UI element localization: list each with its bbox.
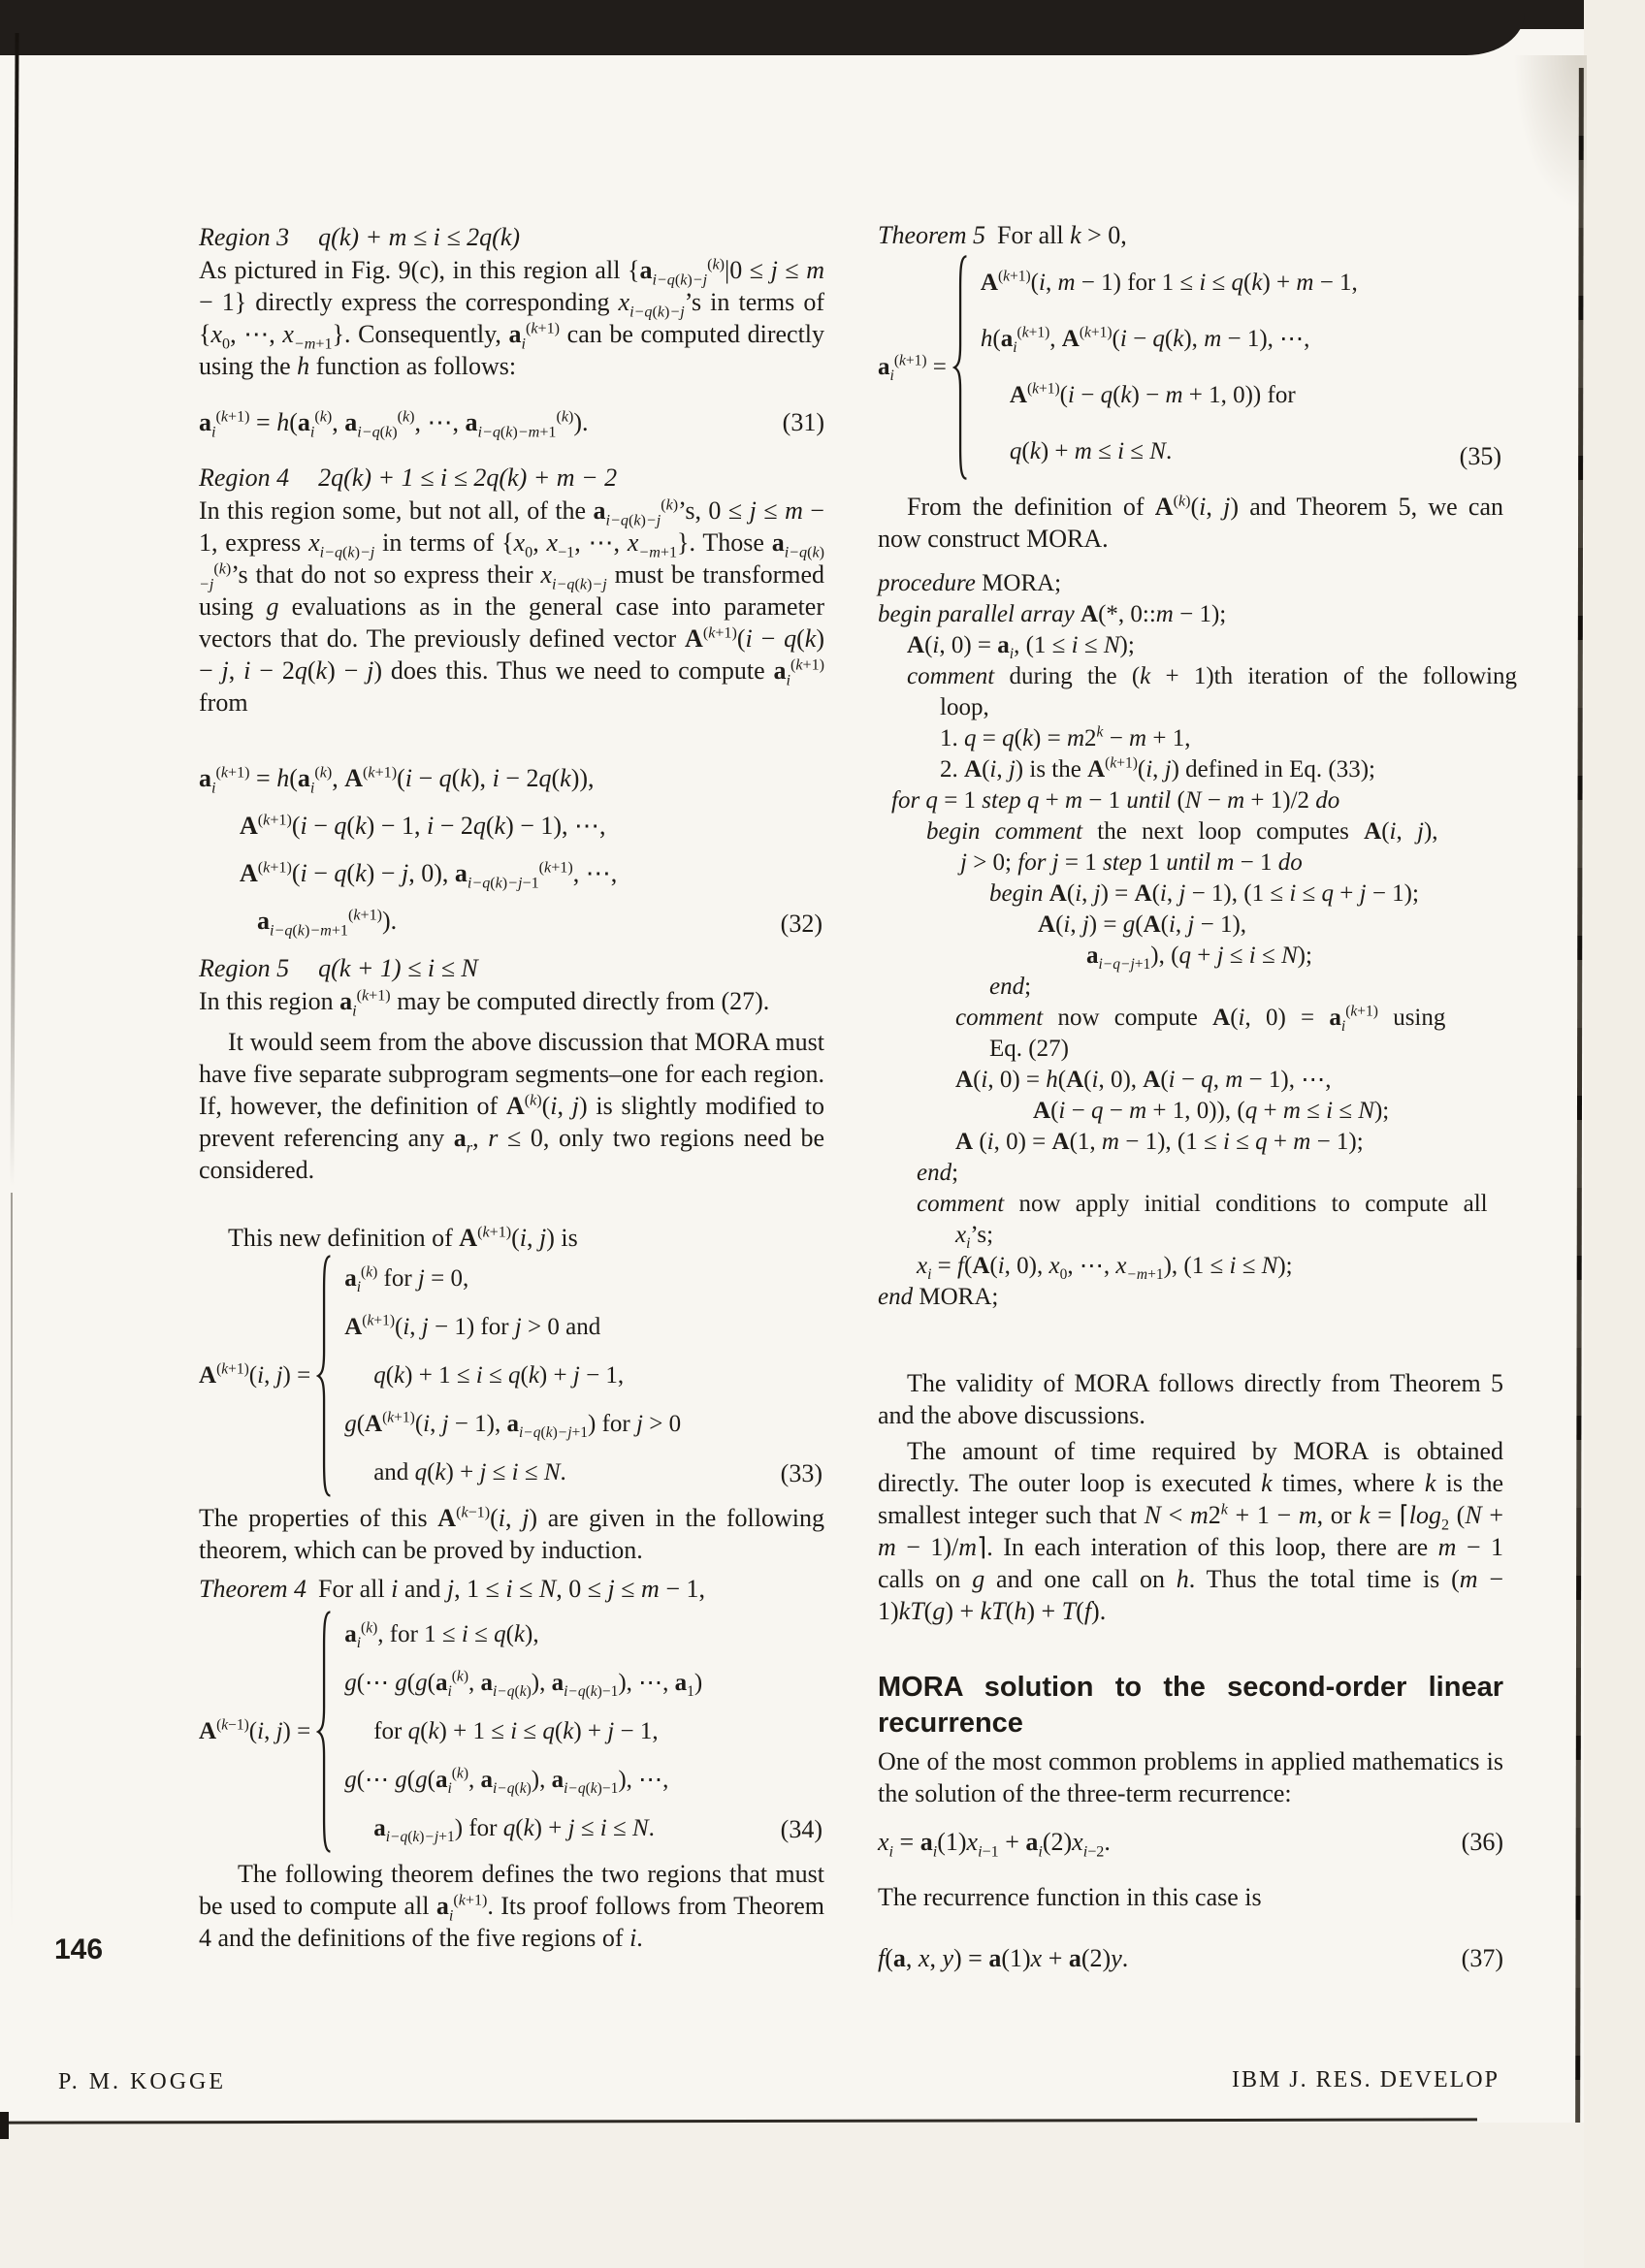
paragraph-following-theorem: The following theorem defines the two regions that must be used to compute all $a_i^{(k+1)}$. Its proof follows from Theorem 4 and the definitions of the five regions of i. <box>199 1860 825 1952</box>
footer-journal: IBM J. RES. DEVELOP <box>1231 2067 1500 2092</box>
binding-shadow-line-lower <box>11 1193 13 1930</box>
equation-32-line: $a_{i-q(k)-m+1}^{(k+1)}$). <box>257 907 398 940</box>
region-5-paragraph: In this region $a_i^{(k+1)}$ may be computed directly from (27). <box>199 987 770 1020</box>
region-3-paragraph: As pictured in Fig. 9(c), in this region all $\{a_{i-q(k)-j}^{(k)}|0 \le j \le m - 1\}$ directly express the corresponding $x_{i-q(k)-j}’s$ in terms of {$x_0$, ⋯, $x_{-m+1}$}. Consequently, $a_i^{(k+1)}$ can be computed directly using the h function as follows: <box>199 256 825 380</box>
page-number: 146 <box>54 1933 104 1965</box>
pseudocode-line: $a_{i-q-j+1}$), (q + j ≤ i ≤ N); <box>1086 942 1312 974</box>
pseudocode-line: end; <box>989 974 1032 1000</box>
theorem-4-heading <box>199 1573 824 1605</box>
equation-33-lhs: $A^{(k+1)}(i$, j) = <box>199 1360 311 1389</box>
section-heading-mora-second-order: MORA solution to the second-order linear recurrence <box>878 1672 1503 1739</box>
equation-37-formula: f(a, x, y) = a(1)x + a(2)y. <box>878 1944 1129 1972</box>
pseudocode-line: procedure MORA; <box>878 570 1062 596</box>
equation-34 <box>199 1610 824 1854</box>
pseudocode-line: comment now apply initial conditions to compute all <box>917 1191 1488 1217</box>
pseudocode-line: comment now compute A(i, $0) = a_i^{(k+1)}$ using <box>955 1003 1446 1036</box>
paragraph-new-definition: This new definition of $A^{(k+1)}(i$, j) is <box>228 1224 578 1252</box>
equation-33 <box>199 1254 824 1498</box>
equation-35 <box>878 254 1503 481</box>
paragraph-validity: The validity of MORA follows directly from Theorem 5 and the above discussions. <box>878 1369 1503 1429</box>
paragraph-recurrence-function: The recurrence function in this case is <box>878 1883 1262 1911</box>
pseudocode-line: $x_i = f(A(i$, 0), $x_0$, ⋯, $x_{-m+1}$), (1 ≤ i ≤ N); <box>917 1253 1293 1284</box>
equation-33-case: and q(k) + j ≤ i ≤ N. <box>373 1459 566 1485</box>
pseudocode-line: A(i − q − m + 1, 0)), (q + m ≤ i ≤ N); <box>1033 1098 1390 1124</box>
equation-33-case: $A^{(k+1)}(i$, j − 1) for j > 0 and <box>344 1312 601 1340</box>
equation-35-case: $A^{(k+1)}(i$, m − 1) for 1 ≤ i ≤ q(k) + m − 1, <box>980 268 1358 296</box>
theorem-5-statement: For all k > 0, <box>996 221 1127 249</box>
equation-33-case: $a_i^{(k)}$ for j = 0, <box>344 1263 469 1296</box>
pseudocode-line: comment during the (k + 1)th iteration of the following <box>907 663 1518 689</box>
theorem-4-label: Theorem 4 <box>199 1575 306 1603</box>
equation-36 <box>878 1821 1503 1864</box>
region-3-heading <box>199 221 824 253</box>
equation-35-lhs: $a_i^{(k+1)}$ = <box>878 352 947 385</box>
equation-35-number: (35) <box>1459 442 1501 470</box>
equation-35-case: $h(a_i^{(k+1)}$, $A^{(k+1)}(i - q(k)$, m − 1), ⋯, <box>980 324 1310 357</box>
page-curl-shading <box>1513 55 1587 210</box>
theorem-5-heading <box>878 219 1503 251</box>
equation-34-case: $a_i^{(k)}$, for 1 ≤ i ≤ q(k), <box>344 1619 539 1652</box>
pseudocode-line: loop, <box>940 694 989 720</box>
equation-34-case: $a_{i-q(k)-j+1}$) for q(k) + j ≤ i ≤ N. <box>373 1815 655 1846</box>
region-5-range: q(k + 1) ≤ i ≤ N <box>318 954 478 982</box>
equation-34-case: for q(k) + 1 ≤ i ≤ q(k) + j − 1, <box>373 1718 659 1744</box>
equation-33-number: (33) <box>780 1459 822 1487</box>
paragraph-from-definition: From the definition of $A^{(k)}(i$, j) and Theorem 5, we can now construct MORA. <box>878 493 1503 553</box>
region-5-heading <box>199 952 824 984</box>
region-5-label: Region 5 <box>199 954 290 982</box>
pseudocode-line: A (i, 0) = A(1, m − 1), (1 ≤ i ≤ q + m − 1); <box>955 1129 1364 1155</box>
equation-33-case: $g(A^{(k+1)}(i$, j − 1), $a_{i-q(k)-j+1}$) for j > 0 <box>344 1409 682 1442</box>
equation-32-number: (32) <box>780 910 822 938</box>
region-3-label: Region 3 <box>199 223 290 251</box>
right-column <box>878 0 1518 2268</box>
region-3-range: q(k) + m ≤ i ≤ 2q(k) <box>318 223 521 251</box>
paragraph-properties: The properties of this $A^{(k-1)}(i$, j) are given in the following theorem, which can be proved by induction. <box>199 1504 825 1564</box>
equation-32-line: $A^{(k+1)}(i - q(k) - j$, 0), $a_{i-q(k)-j-1}^{(k+1)}$, ⋯, <box>240 859 618 892</box>
mora-pseudocode <box>878 568 1518 1313</box>
pseudocode-line: Eq. (27) <box>989 1036 1069 1062</box>
theorem-4-statement: For all i and j, 1 ≤ i ≤ N, 0 ≤ j ≤ m − 1, <box>317 1575 705 1603</box>
left-column <box>199 0 824 2268</box>
equation-35-case: q(k) + m ≤ i ≤ N. <box>1009 438 1173 464</box>
pseudocode-line: for q = 1 step q + m − 1 until (N − m + 1)/2 do <box>891 787 1340 814</box>
equation-34-number: (34) <box>780 1815 822 1843</box>
equation-34-lhs: $A^{(k-1)}(i$, j) = <box>199 1716 311 1744</box>
region-4-range: 2q(k) + 1 ≤ i ≤ 2q(k) + m − 2 <box>318 463 618 492</box>
page-edge-line <box>1575 68 1584 2128</box>
pseudocode-line: $x_i’s$; <box>955 1222 994 1253</box>
paragraph-time: The amount of time required by MORA is obtained directly. The outer loop is executed k times, where k is the smallest integer such that $N < m2^k + 1 - m$, or $k = ⌈\log_2$ (N + m − 1)/m⌉. In each interation of this loop, there are m − 1 calls on g and one call on h. Thus the total time is (m − 1)kT(g) + kT(h) + T(f). <box>878 1437 1504 1625</box>
left-brace-icon <box>316 1254 333 1498</box>
region-4-paragraph: In this region some, but not all, of the $a_{i-q(k)-j}^{(k)}’s$, 0 ≤ j ≤ m − 1, express $x_{i-q(k)-j}$ in terms of {$x_0$, $x_{-1}$, ⋯, $x_{-m+1}$}. Those $a_{i-q(k)-j}^{(k)}’s$ that do not so express their $x_{i-q(k)-j}$ must be transformed using g evaluations as in the general case into parameter vectors that do. The previously defined vector $A^{(k+1)}(i - q(k) - j$, i − 2q(k) − j) does this. Thus we need to compute $a_i^{(k+1)}$ from <box>199 496 825 717</box>
left-brace-icon <box>316 1610 333 1854</box>
pseudocode-line: 1. $q = q(k) = m2^k - m + 1$, <box>940 723 1191 751</box>
corner-tick <box>0 2112 9 2139</box>
region-4-heading <box>199 462 824 494</box>
pseudocode-line: end; <box>917 1160 959 1186</box>
pseudocode-line: begin parallel array A(*, 0::m − 1); <box>878 601 1227 627</box>
equation-31-number: (31) <box>782 408 824 436</box>
pseudocode-line: A(i, j) = g(A(i, j − 1), <box>1038 911 1247 938</box>
equation-36-formula: $x_i = a_i(1)x_{i-1} + a_i(2)x_{i-2}$. <box>878 1828 1111 1861</box>
pseudocode-line: begin comment the next loop computes A(i, j), <box>926 818 1438 845</box>
pseudocode-line: A(i, 0) = h(A(i, 0), A(i − q, m − 1), ⋯, <box>955 1067 1332 1093</box>
equation-34-case: g(⋯ $g(g(a_i^{(k)}$, $a_{i-q(k)}$), $a_{i-q(k)-1}$), ⋯, <box>344 1765 669 1798</box>
pseudocode-line: A(i, $0) = a_i$, (1 ≤ i ≤ N); <box>907 632 1135 663</box>
pseudocode-line: end MORA; <box>878 1284 999 1310</box>
equation-31 <box>199 401 824 444</box>
equation-37-number: (37) <box>1461 1944 1503 1972</box>
left-brace-icon <box>952 254 969 481</box>
paragraph-one-of: One of the most common problems in applied mathematics is the solution of the three-term recurrence: <box>878 1747 1503 1807</box>
region-4-label: Region 4 <box>199 463 290 492</box>
equation-32-line: $a_i^{(k+1)} = h(a_i^{(k)}$, $A^{(k+1)}(i - q(k)$, i − 2q(k)), <box>199 764 595 797</box>
pseudocode-line: begin A(i, j) = A(i, j − 1), (1 ≤ i ≤ q + j − 1); <box>989 880 1419 907</box>
pseudocode-line: 2. A(i, j) is the $A^{(k+1)}(i$, j) defined in Eq. (33); <box>940 754 1375 783</box>
equation-32 <box>199 754 824 948</box>
paragraph-it-would-seem: It would seem from the above discussion that MORA must have five separate subprogram segments–one for each region. If, however, the definition of $A^{(k)}(i$, j) is slightly modified to prevent referencing any $a_r$, r ≤ 0, only two regions need be considered. <box>199 1028 825 1184</box>
equation-36-number: (36) <box>1461 1828 1503 1856</box>
equation-35-case: $A^{(k+1)}(i - q(k) - m + 1$, 0)) for <box>1009 380 1296 408</box>
binding-shadow-line <box>10 33 18 1187</box>
equation-34-case: g(⋯ $g(g(a_i^{(k)}$, $a_{i-q(k)}$), $a_{i-q(k)-1}$), ⋯, $a_1$) <box>344 1668 703 1701</box>
theorem-5-label: Theorem 5 <box>878 221 985 249</box>
equation-32-line: $A^{(k+1)}(i - q(k) - 1$, i − 2q(k) − 1), ⋯, <box>240 812 606 840</box>
equation-37 <box>878 1937 1503 1980</box>
pseudocode-line: j > 0; for j = 1 step 1 until m − 1 do <box>960 849 1303 876</box>
page-edge-strip <box>1584 0 1645 2268</box>
footer-author: P. M. KOGGE <box>58 2069 227 2094</box>
equation-33-case: q(k) + 1 ≤ i ≤ q(k) + j − 1, <box>373 1362 625 1389</box>
equation-31-formula: $a_i^{(k+1)} = h(a_i^{(k)}$, $a_{i-q(k)}^{(k)}$, ⋯, $a_{i-q(k)-m+1}^{(k)}$). <box>199 408 589 441</box>
